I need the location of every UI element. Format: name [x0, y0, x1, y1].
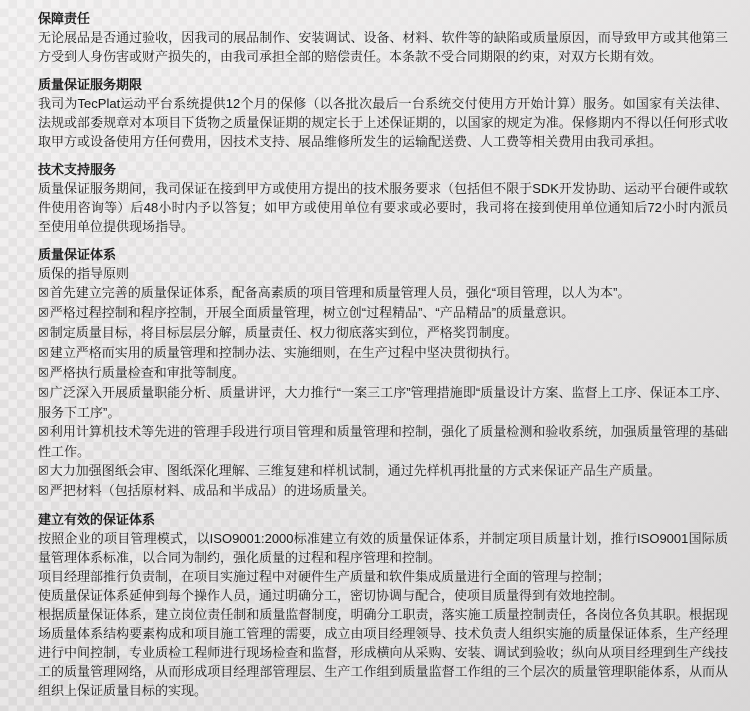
ballot-x-icon: ☒ [38, 285, 49, 300]
section-effective-assurance-system [38, 510, 728, 700]
paragraph: 质量保证服务期间，我司保证在接到甲方或使用方提出的技术服务要求（包括但不限于SDK开发协助、运动平台硬件或软件使用咨询等）后48小时内予以答复；如甲方或使用单位有要求或必要时，我司将在接到使用单位通知后72小时内派员至使用单位提供现场指导。 [38, 181, 728, 234]
paragraph: 我司为TecPlat运动平台系统提供12个月的保修（以各批次最后一台系统交付使用方开始计算）服务。如国家有关法律、法规或部委规章对本项目下货物之质量保证期的规定长于上述保证期的，以国家的规定为准。保修期内不得以任何形式收取甲方或设备使用方任何费用，因技术支持、展品维修所发生的运输配送费、人工费等相关费用由我司承担。 [38, 96, 728, 149]
ballot-x-icon: ☒ [38, 305, 49, 320]
bullet-text: 广泛深入开展质量职能分析、质量讲评，大力推行“一案三工序”管理措施即“质量设计方案、监督上工序、保证本工序、服务下工序”。 [38, 385, 728, 420]
section-qa-system [38, 245, 728, 501]
paragraph: 项目经理部推行负责制，在项目实施过程中对硬件生产质量和软件集成质量进行全面的管理与控制； [38, 569, 611, 584]
paragraph: 按照企业的项目管理模式，以ISO9001:2000标准建立有效的质量保证体系，并制定项目质量计划，推行ISO9001国际质量管理体系标准，以合同为制约，强化质量的过程和程序管理和控制。 [38, 531, 728, 565]
bullet-item [38, 461, 728, 481]
bullet-text: 建立严格而实用的质量管理和控制办法、实施细则，在生产过程中坚决贯彻执行。 [49, 345, 518, 360]
section-heading-qa-system: 质量保证体系 [38, 247, 117, 262]
bullet-item [38, 481, 728, 501]
bullet-item [38, 323, 728, 343]
ballot-x-icon: ☒ [38, 385, 49, 400]
ballot-x-icon: ☒ [38, 365, 49, 380]
section-technical-support [38, 160, 728, 236]
ballot-x-icon: ☒ [38, 424, 49, 439]
bullet-text: 严格执行质量检查和审批等制度。 [49, 365, 245, 380]
bullet-text: 严把材料（包括原材料、成品和半成品）的进场质量关。 [49, 483, 375, 498]
section-warranty-period [38, 75, 728, 151]
bullet-item [38, 363, 728, 383]
bullet-text: 首先建立完善的质量保证体系，配备高素质的项目管理和质量管理人员，强化“项目管理，以人为本”。 [49, 285, 631, 300]
bullet-item [38, 383, 728, 422]
bullet-text: 制定质量目标，将目标层层分解，质量责任、权力彻底落实到位，严格奖罚制度。 [49, 325, 518, 340]
ballot-x-icon: ☒ [38, 483, 49, 498]
paragraph: 无论展品是否通过验收，因我司的展品制作、安装调试、设备、材料、软件等的缺陷或质量原因，而导致甲方或其他第三方受到人身伤害或财产损失的，由我司承担全部的赔偿责任。本条款不受合同期限的约束，对双方长期有效。 [38, 30, 728, 64]
bullet-item [38, 303, 728, 323]
section-heading-warranty-period: 质量保证服务期限 [38, 77, 143, 92]
bullet-text: 大力加强图纸会审、图纸深化理解、三维复建和样机试制，通过先样机再批量的方式来保证产品生产质量。 [49, 463, 661, 478]
section-heading-warranty-liability: 保障责任 [38, 11, 91, 26]
paragraph: 根据质量保证体系，建立岗位责任制和质量监督制度，明确分工职责，落实施工质量控制责任，各岗位各负其职。根据现场质量体系结构要素构成和项目施工管理的需要，成立由项目经理领导、技术负责人组织实施的质量保证体系，生产经理进行中间控制，专业质检工程师进行现场检查和监督，形成横向从采购、安装、调试到验收；纵向从项目经理到生产线技工的质量管理网络，从而形成项目经理部管理层、生产工作组到质量监督工作组的三个层次的质量管理职能体系，从而从组织上保证质量目标的实现。 [38, 607, 728, 698]
bullet-text: 严格过程控制和程序控制，开展全面质量管理，树立创“过程精品”、“产品精品”的质量意识。 [49, 305, 575, 320]
subheading-guiding-principles: 质保的指导原则 [38, 266, 130, 281]
bullet-text: 利用计算机技术等先进的管理手段进行项目管理和质量管理和控制，强化了质量检测和验收系统，加强质量管理的基础性工作。 [38, 424, 728, 459]
section-heading-effective-assurance-system: 建立有效的保证体系 [38, 512, 156, 527]
section-heading-technical-support: 技术支持服务 [38, 162, 117, 177]
ballot-x-icon: ☒ [38, 463, 49, 478]
bullet-item [38, 422, 728, 461]
section-warranty-liability [38, 9, 728, 66]
bullet-item [38, 343, 728, 363]
ballot-x-icon: ☒ [38, 325, 49, 340]
ballot-x-icon: ☒ [38, 345, 49, 360]
paragraph: 使质量保证体系延伸到每个操作人员，通过明确分工，密切协调与配合，使项目质量得到有效地控制。 [38, 588, 624, 603]
bullet-item [38, 283, 728, 303]
